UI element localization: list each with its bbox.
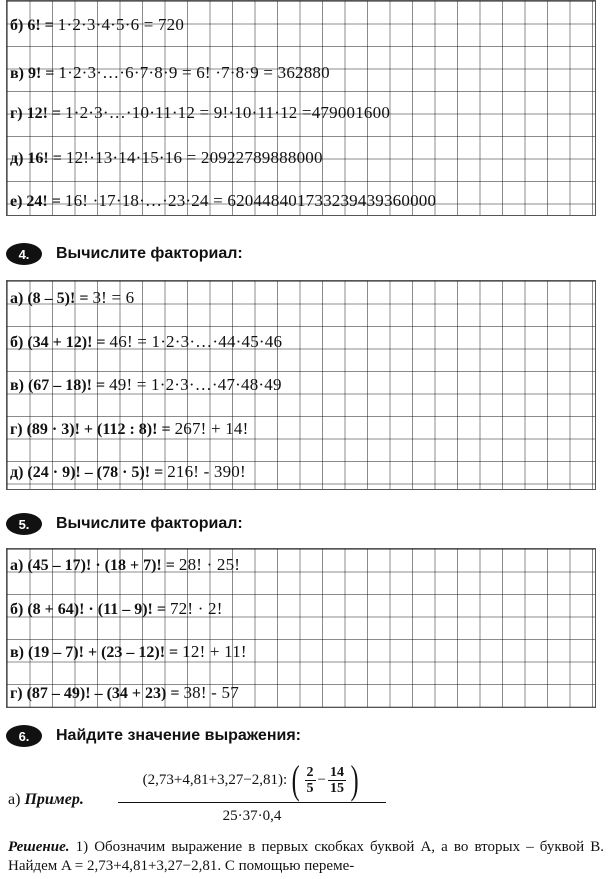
row-answer: 1·2·3·…·10·11·12 = 9!·10·11·12 =479001600	[65, 103, 391, 122]
row-label: г) 12! =	[10, 105, 62, 122]
task-title: Вычислите факториал:	[56, 245, 243, 262]
row-label: б) (8 + 64)! · (11 – 9)! =	[10, 601, 166, 618]
task-5-header	[6, 513, 243, 535]
row-task4-b	[10, 333, 282, 352]
example-expression	[8, 758, 408, 828]
task-4-header	[6, 243, 243, 265]
row-answer: 267! + 14!	[174, 419, 249, 438]
row-label: г) (87 – 49)! – (34 + 23) =	[10, 685, 180, 702]
solution-text: 1) Обозначим выражение в первых скобках буквой A, а во вторых – буквой B. Найдем A = 2,73+4,81+3,27−2,81. С помощью переме-	[8, 839, 604, 874]
row-task5-a	[10, 556, 240, 575]
row-answer: 216! - 390!	[167, 462, 246, 481]
row-answer: 1·2·3·…·6·7·8·9 = 6! ·7·8·9 = 362880	[58, 63, 330, 82]
row-label: а) (45 – 17)! · (18 + 7)! =	[10, 557, 175, 574]
row-task4-v	[10, 376, 282, 395]
example-word: Пример.	[24, 791, 84, 808]
small-fraction-b-num: 14	[330, 764, 344, 780]
row-answer: 12!·13·14·15·16 = 20922789888000	[65, 148, 323, 167]
row-answer: 46! = 1·2·3·…·44·45·46	[109, 332, 283, 351]
row-answer: 38! - 57	[183, 683, 239, 702]
row-answer: 49! = 1·2·3·…·47·48·49	[109, 375, 282, 394]
row-answer: 1·2·3·4·5·6 = 720	[57, 15, 185, 34]
row-label: д) 16! =	[10, 150, 62, 167]
row-label: е) 24! =	[10, 193, 61, 210]
row-label: д) (24 · 9)! – (78 · 5)! =	[10, 464, 164, 481]
numerator-sum: (2,73+4,81+3,27−2,81):	[142, 771, 288, 788]
left-paren: (	[291, 757, 300, 802]
row-label: в) (67 – 18)! =	[10, 377, 106, 394]
main-fraction	[118, 757, 386, 825]
row-task4-a	[10, 289, 134, 308]
row-task5-b	[10, 600, 223, 619]
inner-difference	[289, 757, 361, 802]
row-label: б) 6! =	[10, 17, 54, 34]
small-fraction-a-den: 5	[306, 780, 314, 796]
fraction-bar	[118, 802, 386, 803]
small-fraction-b	[328, 765, 346, 796]
solution-word: Решение.	[8, 839, 70, 855]
small-fraction-a-num: 2	[306, 764, 314, 780]
row-answer: 16! ·17·18·…·23·24 = 620448401733239439360000	[64, 191, 437, 210]
row-answer: 12! + 11!	[182, 642, 247, 661]
inner-minus: −	[317, 771, 326, 788]
row-task5-v	[10, 643, 247, 662]
solution-paragraph	[8, 838, 604, 876]
row-task4-d	[10, 463, 246, 482]
task-number-badge: 6.	[6, 725, 42, 747]
row-top-b	[10, 16, 184, 35]
right-paren: )	[350, 757, 359, 802]
small-fraction-b-den: 15	[330, 780, 344, 796]
task-title: Вычислите факториал:	[56, 515, 243, 532]
row-answer: 28! · 25!	[178, 555, 241, 574]
task-title: Найдите значение выражения:	[56, 727, 301, 744]
row-top-d	[10, 149, 323, 168]
small-fraction-a	[305, 765, 316, 796]
row-top-e	[10, 192, 436, 211]
row-label: а) (8 – 5)! =	[10, 290, 89, 307]
row-task4-g	[10, 420, 249, 439]
row-label: г) (89 · 3)! + (112 : 8)! =	[10, 421, 171, 438]
task-6-header	[6, 725, 301, 747]
example-label	[8, 791, 84, 809]
fraction-denominator: 25·37·0,4	[222, 808, 282, 824]
row-top-v	[10, 64, 330, 83]
row-label: б) (34 + 12)! =	[10, 334, 106, 351]
row-top-g	[10, 104, 390, 123]
example-letter: а)	[8, 791, 21, 808]
row-answer: 72! · 2!	[169, 599, 223, 618]
fraction-numerator	[118, 757, 386, 802]
task-number-badge: 4.	[6, 243, 42, 265]
row-answer: 3! = 6	[92, 288, 135, 307]
row-label: в) 9! =	[10, 65, 55, 82]
row-task5-g	[10, 684, 239, 703]
task-number-badge: 5.	[6, 513, 42, 535]
row-label: в) (19 – 7)! + (23 – 12)! =	[10, 644, 179, 661]
